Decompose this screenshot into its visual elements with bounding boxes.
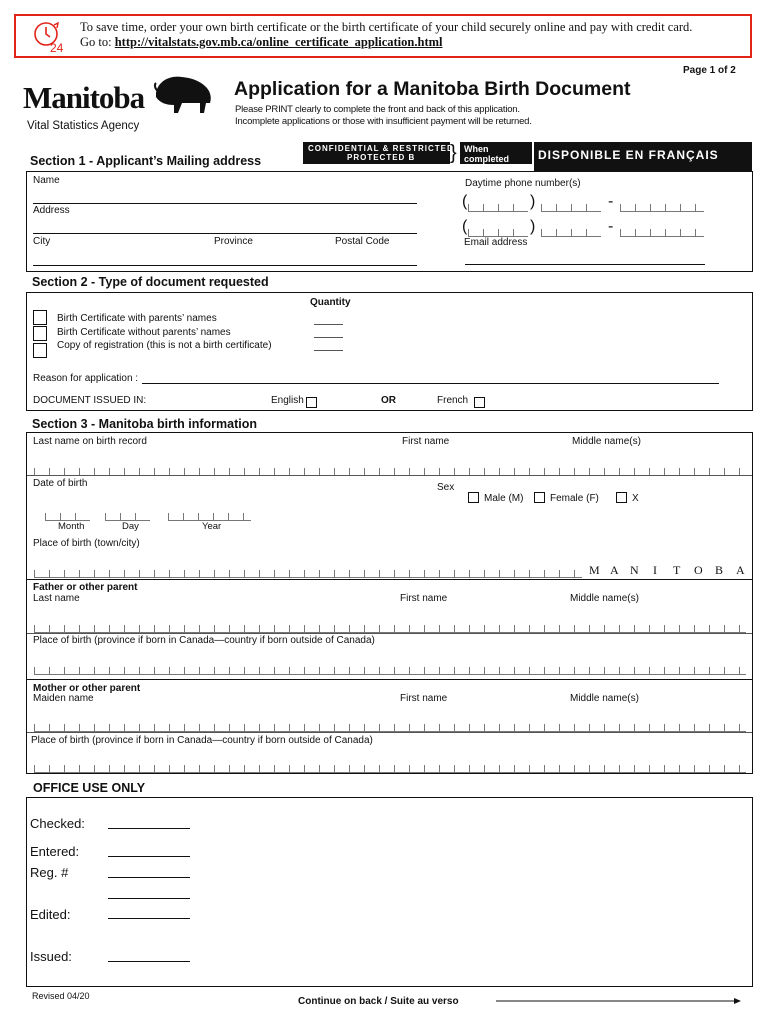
opt2-label: Birth Certificate without parents’ names [57, 327, 231, 338]
sex-label: Sex [437, 482, 455, 493]
male-checkbox[interactable] [468, 492, 479, 503]
arrow-right-icon [496, 996, 742, 1006]
clock-24-icon [30, 20, 66, 54]
father-pob-input[interactable] [34, 664, 746, 675]
section2-title: Section 2 - Type of document requested [32, 275, 269, 289]
email-input[interactable] [465, 264, 705, 265]
issued-label: Issued: [30, 949, 72, 964]
confidential-label: CONFIDENTIAL & RESTRICTED PROTECTED B [303, 142, 450, 164]
quantity-label: Quantity [310, 297, 351, 308]
manitoba-logo-text: Manitoba [23, 80, 145, 115]
address-label: Address [33, 205, 70, 216]
entered-label: Entered: [30, 844, 80, 859]
french-label: French [437, 395, 469, 406]
mother-pob-input[interactable] [34, 762, 746, 773]
phone1-area-code[interactable] [468, 201, 528, 212]
mother-heading: Mother or other parent [33, 683, 141, 694]
row-divider [27, 633, 752, 634]
banner-line1: To save time, order your own birth certificate or the birth certificate of your child securely online and pay with credit card. [80, 20, 693, 34]
agency-name: Vital Statistics Agency [27, 120, 140, 132]
quantity2-input[interactable] [314, 337, 343, 338]
birth-cert-with-parents-checkbox[interactable] [33, 310, 47, 325]
office-use-title: OFFICE USE ONLY [33, 781, 146, 795]
father-middle-label: Middle name(s) [570, 593, 639, 604]
last-name-label: Last name on birth record [33, 436, 147, 447]
phone2-line[interactable] [620, 226, 704, 237]
reg-label: Reg. # [30, 865, 69, 880]
phone2-prefix[interactable] [541, 226, 601, 237]
edited-input[interactable] [108, 918, 190, 919]
quantity1-input[interactable] [314, 324, 343, 325]
french-available-link[interactable]: DISPONIBLE EN FRANÇAIS [534, 142, 752, 172]
continue-on-back: Continue on back / Suite au verso [298, 996, 459, 1007]
english-checkbox[interactable] [306, 397, 317, 408]
copy-of-registration-checkbox[interactable] [33, 343, 47, 358]
opt3-label: Copy of registration (this is not a birth certificate) [57, 340, 272, 351]
father-pob-label: Place of birth (province if born in Canada—country if born outside of Canada) [33, 635, 375, 646]
page-number: Page 1 of 2 [683, 65, 736, 76]
quantity3-input[interactable] [314, 350, 343, 351]
issued-input[interactable] [108, 961, 190, 962]
row-divider [27, 732, 752, 733]
section1-box [26, 171, 753, 272]
province-label: Province [214, 236, 253, 247]
manitoba-province-fixed: M A N I T O B A [589, 563, 745, 577]
row-divider [27, 475, 752, 476]
x-checkbox[interactable] [616, 492, 627, 503]
phone1-line[interactable] [620, 201, 704, 212]
phone-label: Daytime phone number(s) [465, 178, 581, 189]
father-first-label: First name [400, 593, 448, 604]
phone1-prefix[interactable] [541, 201, 601, 212]
opt1-label: Birth Certificate with parents’ names [57, 313, 217, 324]
city-province-postal-input[interactable] [33, 265, 417, 266]
section1-title: Section 1 - Applicant’s Mailing address [30, 154, 262, 168]
instruction-2: Incomplete applications or those with insufficient payment will be returned. [235, 116, 532, 127]
checked-input[interactable] [108, 828, 190, 829]
document-issued-label: DOCUMENT ISSUED IN: [33, 395, 147, 406]
row-divider [27, 679, 752, 680]
phone2-area-code[interactable] [468, 226, 528, 237]
place-of-birth-input[interactable] [34, 567, 582, 578]
dob-day-input[interactable] [105, 510, 150, 521]
postal-code-label: Postal Code [335, 236, 390, 247]
english-label: English [271, 395, 304, 406]
revised-date: Revised 04/20 [32, 991, 90, 1001]
form-title: Application for a Manitoba Birth Document [234, 78, 631, 100]
name-input[interactable] [33, 203, 417, 204]
when-completed-label: When completed [460, 142, 532, 164]
reason-input[interactable] [142, 383, 719, 384]
female-label: Female (F) [550, 493, 599, 504]
father-last-label: Last name [33, 593, 80, 604]
male-label: Male (M) [484, 493, 524, 504]
birth-cert-without-parents-checkbox[interactable] [33, 326, 47, 341]
email-label: Email address [464, 237, 528, 248]
office-use-box [26, 797, 753, 987]
checked-label: Checked: [30, 816, 85, 831]
or-label: OR [381, 395, 396, 406]
name-label: Name [33, 175, 60, 186]
middle-name-label: Middle name(s) [572, 436, 641, 447]
reason-label: Reason for application : [33, 373, 139, 384]
brace-icon: } [450, 142, 457, 164]
section2-box [26, 292, 753, 411]
dob-label: Date of birth [33, 478, 88, 489]
father-heading: Father or other parent [33, 582, 138, 593]
svg-text:24: 24 [50, 41, 64, 54]
french-checkbox[interactable] [474, 397, 485, 408]
mother-name-input[interactable] [34, 721, 746, 732]
mother-last-label: Maiden name [33, 693, 94, 704]
mother-middle-label: Middle name(s) [570, 693, 639, 704]
online-application-link[interactable]: http://vitalstats.gov.mb.ca/online_certificate_application.html [114, 35, 443, 49]
row-divider [27, 579, 752, 580]
mother-pob-label: Place of birth (province if born in Canada—country if born outside of Canada) [31, 735, 373, 746]
address-input[interactable] [33, 233, 417, 234]
reg-input-2[interactable] [108, 898, 190, 899]
father-name-input[interactable] [34, 622, 746, 633]
first-name-label: First name [402, 436, 450, 447]
female-checkbox[interactable] [534, 492, 545, 503]
city-label: City [33, 236, 51, 247]
year-label: Year [202, 521, 222, 532]
month-label: Month [58, 521, 85, 532]
x-label: X [632, 493, 639, 504]
day-label: Day [122, 521, 139, 532]
instruction-1: Please PRINT clearly to complete the front and back of this application. [235, 104, 520, 115]
mother-first-label: First name [400, 693, 448, 704]
dob-year-input[interactable] [168, 510, 251, 521]
entered-input[interactable] [108, 856, 190, 857]
section3-title: Section 3 - Manitoba birth information [32, 417, 257, 431]
online-order-banner [14, 14, 752, 58]
bison-logo-icon [152, 73, 216, 117]
banner-go-to: Go to: [80, 35, 115, 49]
place-of-birth-label: Place of birth (town/city) [33, 538, 140, 549]
edited-label: Edited: [30, 907, 71, 922]
reg-input-1[interactable] [108, 877, 190, 878]
dob-month-input[interactable] [45, 510, 90, 521]
